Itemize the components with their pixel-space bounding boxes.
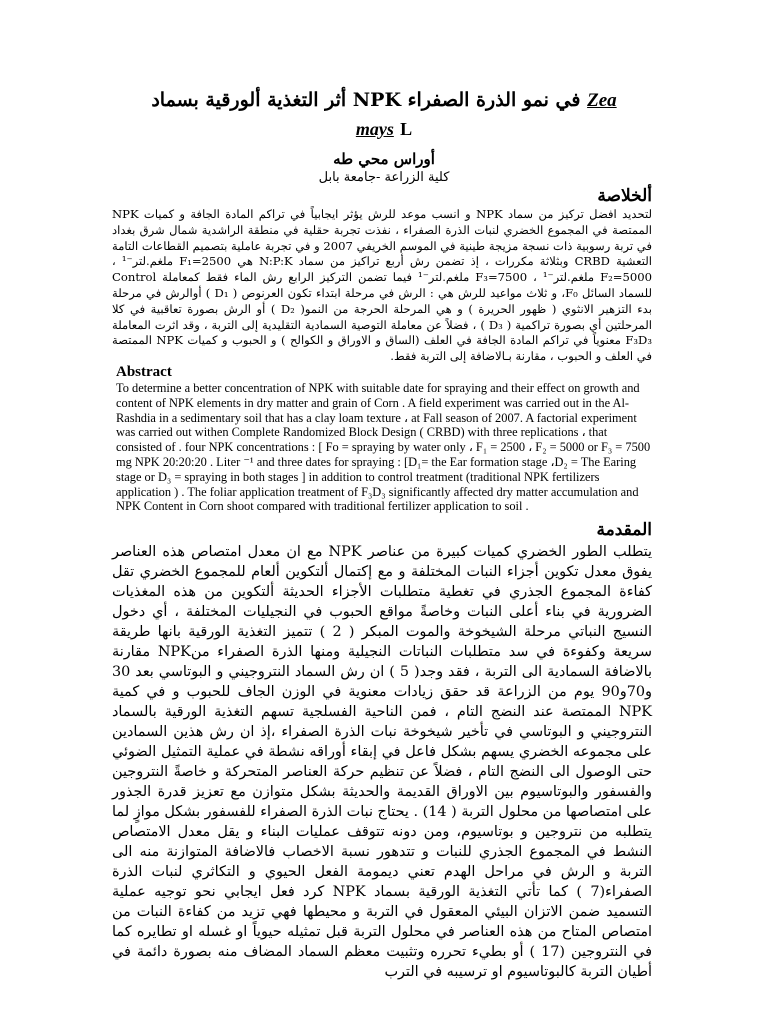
abstract-paragraph: To determine a better concentration of NPK with suitable date for spraying and their effect on growth and content of NPK elements in dry matter and grain of Corn . A field experiment was carried out in the Al-Rashdia in a sedimentary soil that has a clay loam texture ، at Fall season of 2007. A factorial experiment was carried out withen Complete Randomized Block Design ( CRBD) with three replications ، that consisted of . four NPK concentrations : [ Fo = spraying by water only ، F₁ = 2500 ، F₂ = 5000 or F₃ = 7500 mg NPK 20:20:20 . Liter ⁻¹ and three dates for spraying : [D₁= the Ear formation stage ،D₂ = The Earing stage or D₃ = spraying in both stages ] in addition to control treatment (traditional NPK fertilizers application ) . The foliar application treatment of F₃D₃ significantly affected dry matter accumulation and NPK Content in Corn shoot compared with traditional fertilizer application to soil . [116, 381, 651, 514]
summary-heading: ألخلاصة [597, 186, 652, 206]
title-arabic: أثر التغذية ألورقية بسماد NPK في نمو الذرة الصفراء [151, 89, 581, 111]
title-latin-species: mays [355, 119, 394, 139]
title-latin-genus: Zea [587, 90, 617, 111]
author-affiliation: كلية الزراعة -جامعة بابل [318, 170, 450, 185]
title-latin-author: L [400, 119, 413, 139]
summary-paragraph: لتحديد افضل تركيز من سماد NPK و انسب موعد للرش يؤثر ايجابياً في تراكم المادة الجافة و كميات NPK الممتصة في المجموع الخضري لنبات الذرة الصفراء ، نفذت تجربة حقلية في منطقة الراشدية شمال شرق بغداد في تربة رسوبية ذات نسجة مزيجة طينية في الموسم الخريفي 2007 و في تجربة عاملية بتصميم القطاعات التامة التعشية CRBD وبثلاثة مكررات ، إذ تضمن رش أربع تراكيز من سماد N:P:K هي F₁=2500 ملغم.لتر⁻¹ ، F₂=5000 ملغم.لتر⁻¹ ، F₃=7500 ملغم.لتر⁻¹ فيما تضمن التركيز الرابع رش الماء فقط كمعاملة Control للسماد السائل F₀، و ثلاث مواعيد للرش هي : الرش في مرحلة ابتداء تكون العرنوص ( D₁ ) أوالرش في مرحلة بدء التزهير الانثوي ( ظهور الحريرة ) و هي المرحلة الحرجة من النمو( D₂ ) أو الرش بصورة تعاقبية في كلا المرحلتين أي بصورة تراكمية ( D₃ ) ، فضلاً عن معاملة التوصية السمادية التقليدية إلى التربة ، وقد اثرت المعاملة F₃D₃ معنوياً في تراكم المادة الجافة في العلف (الساق و الاوراق و الكوالح ) و الحبوب و كميات NPK الممتصة في العلف و الحبوب ، مقارنة بـالاضافة إلى التربة فقط. [112, 207, 652, 364]
introduction-heading: المقدمة [596, 520, 652, 540]
abstract-heading: Abstract [116, 364, 172, 380]
introduction-paragraph: يتطلب الطور الخضري كميات كبيرة من عناصر NPK مع ان معدل امتصاص هذه العناصر يفوق معدل تكوين أجزاء النبات المختلفة و مع إكتمال ألتكوين ألعام للمجموع الخضري تقل كفاءة المجموع الجذري في تغطية متطلبات الأجزاء الحديثة ألتكوين من هذه المغذيات الضرورية في بناء أعلى النبات وخاصةً مواقع الحبوب في النجيليات المختلفة ، أي دخول النسيج النباتي مرحلة الشيخوخة والموت المبكر ( 2 ) تتميز التغذية الورقية بانها طريقة سريعة وكفوءة في سد متطلبات النباتات النجيلية ومنها الذرة الصفراء منNPK مقارنة بالاضافة السمادية الى التربة ، فقد وجد( 5 ) ان رش السماد النتروجيني و البوتاسي بعد 30 و70و90 يوم من الزراعة قد حقق زيادات معنوية في الوزن الجاف للحبوب و في كمية NPK الممتصة عند النضج التام ، فمن الناحية الفسلجية تسهم التغذية الورقية بالسماد النتروجيني و البوتاسي في تأخير شيخوخة نبات الذرة الصفراء ،إذ ان رش هذين السمادين على مجموعه الخضري يسهم بشكل فاعل في إبقاء أوراقه نشطة في عملية التمثيل الضوئي حتى الوصول الى النضج التام ، فضلاً عن تنظيم حركة العناصر المتحركة و خاصةً النتروجين والفسفور والبوتاسيوم بين الاوراق القديمة والحديثة بشكل متوازن مع تعزيز قدرة الجذور على امتصاصها من محلول التربة ( 14) . يحتاج نبات الذرة الصفراء للفسفور بشكل موازٍ لما يتطلبه من نتروجين و بوتاسيوم، ومن دونه تتوقف عمليات البناء و يقل معدل الامتصاص النشط في المجموع الجذري للنبات و تتدهور نسبة الاخصاب فالاضافة المتوازنة منه الى التربة و الرش في مراحل الهدم تعني ديمومة الفعل الحيوي و التكاثري لنبات الذرة الصفراء(7 ) كما تأتي التغذية الورقية بسماد NPK كرد فعل ايجابي نحو توجيه عملية التسميد ضمن الاتزان البيئي المعقول في التربة و محيطها فهي تزيد من كفاءة النبات من امتصاص المتاح من هذه العناصر في محلول التربة قبل تمثيله حيوياً او غسله او تطايره كما في النتروجين (17 ) أو بطيء تحرره وتثبيت معظم السماد المضاف منه بصورة دائمة في أطيان التربة كالبوتاسيوم او ترسيبه في الترب [112, 544, 653, 980]
paper-title [100, 86, 668, 144]
author-name: أوراس محي طه [333, 150, 435, 168]
title-line-2 [100, 115, 668, 144]
